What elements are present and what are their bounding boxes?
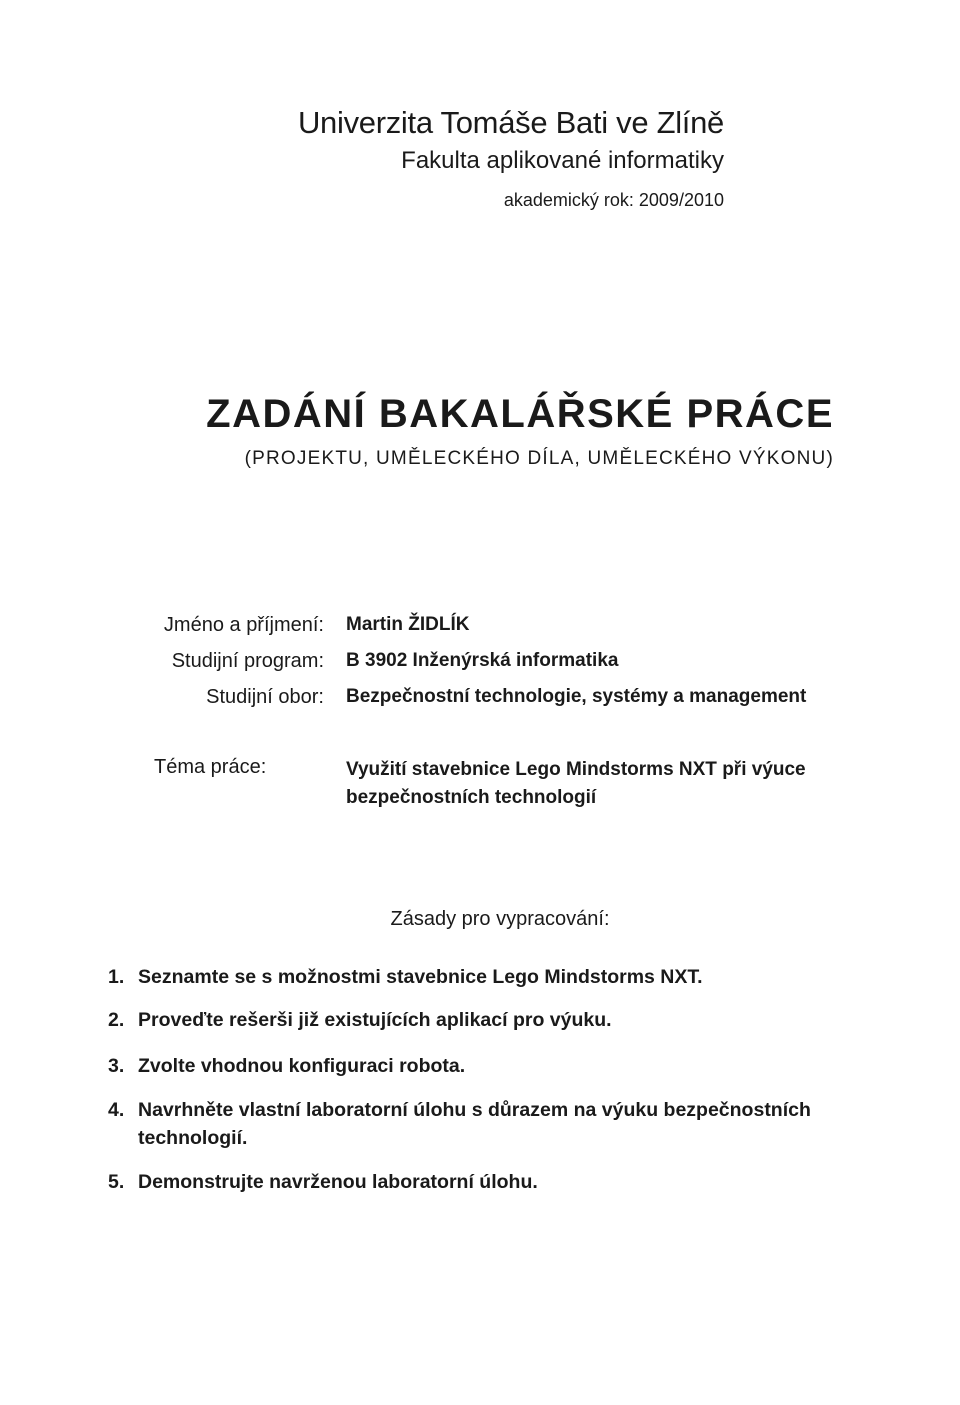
item-number: 1. <box>108 966 125 988</box>
program-value: B 3902 Inženýrská informatika <box>346 650 619 671</box>
list-item <box>108 963 868 991</box>
principles-list <box>108 963 868 1197</box>
list-item <box>108 1168 868 1196</box>
list-item <box>108 1096 868 1153</box>
title-block <box>206 392 834 470</box>
name-value: Martin ŽIDLÍK <box>346 614 470 635</box>
item-text: Zvolte vhodnou konfiguraci robota. <box>138 1054 466 1077</box>
item-number: 4. <box>108 1098 125 1121</box>
item-text: Proveďte rešerši již existujících aplikací pro výuku. <box>138 1009 612 1032</box>
list-item <box>108 1006 868 1034</box>
document-subtitle: (PROJEKTU, UMĚLECKÉHO DÍLA, UMĚLECKÉHO VÝKONU) <box>244 448 834 469</box>
document-header <box>298 104 724 212</box>
document-title: ZADÁNÍ BAKALÁŘSKÉ PRÁCE <box>206 392 834 436</box>
name-row <box>0 614 960 648</box>
principles-title: Zásady pro vypracování: <box>390 908 610 930</box>
field-value: Bezpečnostní technologie, systémy a management <box>346 686 807 707</box>
program-label: Studijní program: <box>171 650 324 672</box>
item-number: 2. <box>108 1009 125 1032</box>
item-number: 3. <box>108 1054 125 1077</box>
university-name: Univerzita Tomáše Bati ve Zlíně <box>297 105 724 140</box>
academic-year: akademický rok: 2009/2010 <box>503 189 724 210</box>
item-text: Seznamte se s možnostmi stavebnice Lego Mindstorms NXT. <box>138 966 703 988</box>
list-item <box>108 1052 868 1080</box>
field-label: Studijní obor: <box>206 686 324 708</box>
faculty-name: Fakulta aplikované informatiky <box>401 147 724 175</box>
program-row <box>0 650 960 684</box>
topic-value: Využití stavebnice Lego Mindstorms NXT při výuce bezpečnostních technologií <box>346 759 806 808</box>
field-row <box>0 686 960 720</box>
name-label: Jméno a příjmení: <box>163 614 324 636</box>
item-number: 5. <box>108 1171 125 1194</box>
item-text: Navrhněte vlastní laboratorní úlohu s důrazem na výuku bezpečnostních technologií. <box>138 1098 811 1150</box>
item-text: Demonstrujte navrženou laboratorní úlohu. <box>138 1171 538 1194</box>
topic-label: Téma práce: <box>154 756 267 778</box>
